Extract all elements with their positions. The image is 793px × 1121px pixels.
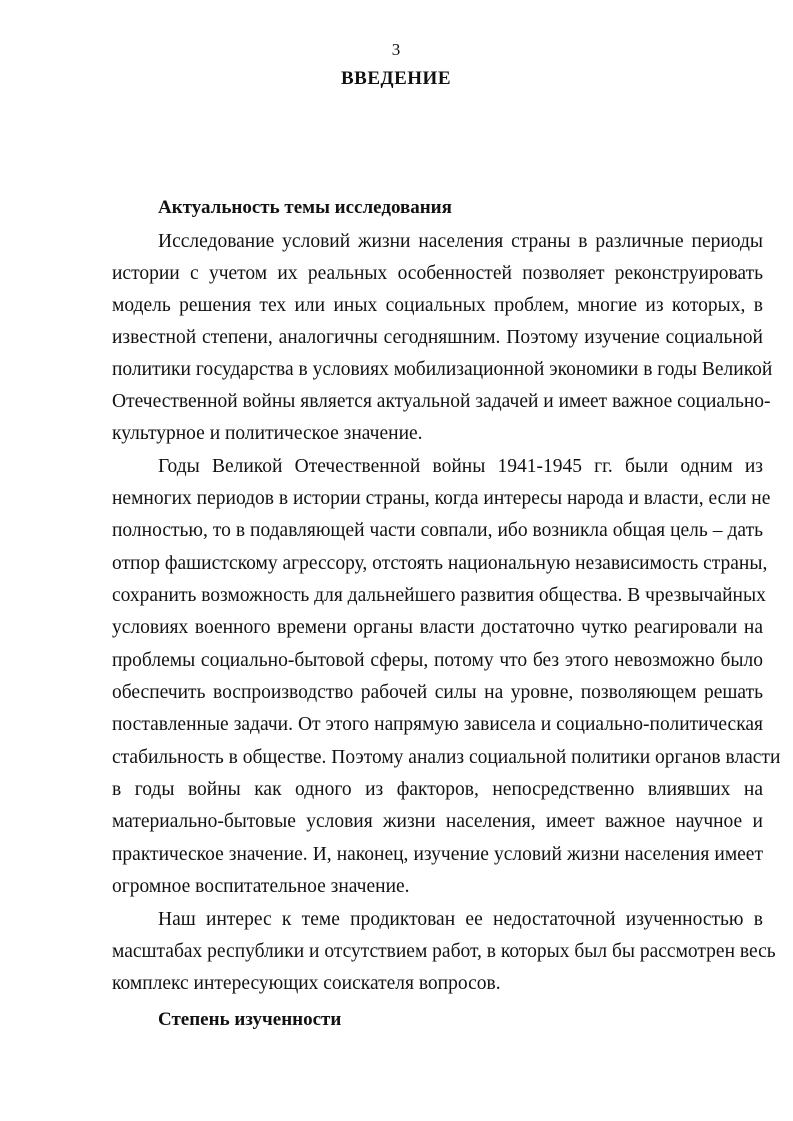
- text-line: сохранить возможность для дальнейшего развития общества. В чрезвычайных: [112, 585, 766, 606]
- text-line: полностью, то в подавляющей части совпали, ибо возникла общая цель – дать: [112, 520, 763, 541]
- text-line: истории с учетом их реальных особенностей позволяет реконструировать: [112, 263, 763, 284]
- text-line: обеспечить воспроизводство рабочей силы на уровне, позволяющем решать: [112, 682, 763, 703]
- text-line: немногих периодов в истории страны, когда интересы народа и власти, если не: [112, 488, 771, 509]
- section-heading-relevance: Актуальность темы исследования: [158, 197, 452, 218]
- page-number: 3: [391, 40, 401, 59]
- text-line: материально-бытовые условия жизни населения, имеет важное научное и: [112, 811, 763, 832]
- text-line: политики государства в условиях мобилизационной экономики в годы Великой: [112, 359, 773, 380]
- text-line: в годы войны как одного из факторов, непосредственно влиявших на: [112, 779, 763, 800]
- section-heading-study-degree: Степень изученности: [158, 1009, 342, 1030]
- text-line: Наш интерес к теме продиктован ее недостаточной изученностью в: [158, 909, 763, 930]
- text-line: отпор фашистскому агрессору, отстоять национальную независимость страны,: [112, 553, 768, 574]
- text-line: Отечественной войны является актуальной задачей и имеет важное социально-: [112, 391, 771, 412]
- text-line: масштабах республики и отсутствием работ, в которых был бы рассмотрен весь: [112, 941, 776, 962]
- text-line: известной степени, аналогичны сегодняшним. Поэтому изучение социальной: [112, 327, 763, 348]
- text-line: культурное и политическое значение.: [112, 423, 423, 444]
- page-title: ВВЕДЕНИЕ: [341, 68, 451, 89]
- text-line: поставленные задачи. От этого напрямую зависела и социально-политическая: [112, 714, 763, 735]
- text-line: Исследование условий жизни населения страны в различные периоды: [158, 231, 763, 252]
- text-line: огромное воспитательное значение.: [112, 876, 410, 897]
- text-line: модель решения тех или иных социальных проблем, многие из которых, в: [112, 295, 763, 316]
- text-line: практическое значение. И, наконец, изучение условий жизни населения имеет: [112, 844, 763, 865]
- text-line: условиях военного времени органы власти достаточно чутко реагировали на: [112, 617, 763, 638]
- text-line: стабильность в обществе. Поэтому анализ социальной политики органов власти: [112, 747, 781, 768]
- text-line: комплекс интересующих соискателя вопросов.: [112, 973, 501, 994]
- text-line: проблемы социально-бытовой сферы, потому что без этого невозможно было: [112, 650, 763, 671]
- text-line: Годы Великой Отечественной войны 1941-1945 гг. были одним из: [158, 456, 763, 477]
